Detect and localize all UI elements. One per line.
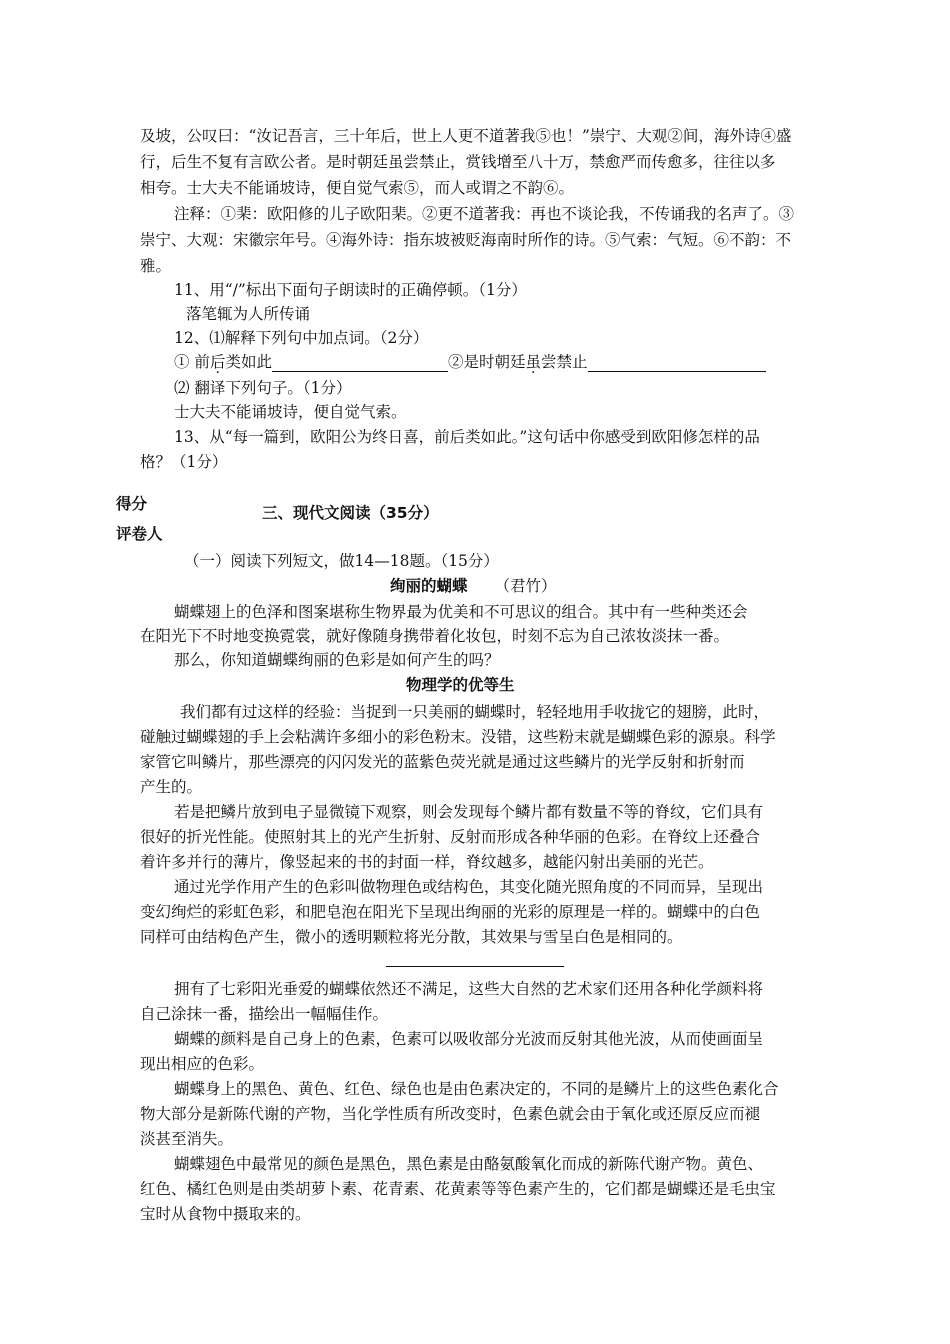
- paragraph-line: 家管它叫鳞片，那些漂亮的闪闪发光的蓝紫色荧光就是通过这些鳞片的光学反射和折射而: [140, 753, 745, 771]
- paragraph-line: 在阳光下不时地变换霓裳，就好像随身携带着化妆包，时刻不忘为自己浓妆淡抹一番。: [140, 627, 730, 645]
- paragraph-line: 很好的折光性能。使照射其上的光产生折射、反射而形成各种华丽的色彩。在脊纹上还叠合: [140, 828, 761, 846]
- subheading-answer-blank[interactable]: [386, 966, 564, 967]
- question-13: 13、从“每一篇到，欧阳公为终日喜，前后类如此。”这句话中你感受到欧阳修怎样的品: [174, 428, 760, 446]
- q12-a-before: ① 前: [174, 353, 210, 371]
- article-title-line: [390, 576, 556, 596]
- q12-a-after: 类如此: [225, 353, 272, 371]
- notes-line: 雅。: [140, 257, 172, 275]
- question-12-items: [174, 352, 766, 372]
- paragraph-line: 我们都有过这样的经验：当捉到一只美丽的蝴蝶时，轻轻地用手收拢它的翅膀，此时，: [180, 703, 770, 721]
- question-12-2: ⑵ 翻译下列句子。（1分）: [174, 379, 352, 397]
- paragraph-line: 自己涂抹一番，描绘出一幅幅佳作。: [140, 1005, 389, 1023]
- passage-line: 行，后生不复有言欧公者。是时朝廷虽尝禁止，赏钱增至八十万，禁愈严而传愈多，往往以多: [140, 153, 776, 171]
- q12-b-after: 尝禁止: [541, 353, 588, 371]
- answer-blank[interactable]: [272, 355, 448, 372]
- paragraph-line: 产生的。: [140, 778, 203, 796]
- paragraph-line: 通过光学作用产生的色彩叫做物理色或结构色，其变化随光照角度的不同而异，呈现出: [174, 878, 764, 896]
- paragraph-line: 碰触过蝴蝶翅的手上会粘满许多细小的彩色粉末。没错，这些粉末就是蝴蝶色彩的源泉。科学: [140, 728, 776, 746]
- question-11-sentence: 落笔辄为人所传诵: [186, 305, 311, 323]
- paragraph-line: 红色、橘红色则是由类胡萝卜素、花青素、花黄素等等色素产生的，它们都是蝴蝶还是毛虫宝: [140, 1180, 776, 1198]
- paragraph-line: 蝴蝶的颜料是自己身上的色素，色素可以吸收部分光波而反射其他光波，从而使画面呈: [174, 1030, 764, 1048]
- paragraph-line: 淡甚至消失。: [140, 1130, 234, 1148]
- paragraph-line: 着许多并行的薄片，像竖起来的书的封面一样，脊纹越多，越能闪射出美丽的光芒。: [140, 853, 714, 871]
- answer-blank[interactable]: [588, 355, 766, 372]
- passage-line: 及坡，公叹曰：“汝记吾言，三十年后，世上人更不道著我⑤也！”崇宁、大观②间，海外诗④盛: [140, 127, 792, 145]
- question-12-2-sentence: 士大夫不能诵坡诗，便自觉气索。: [174, 403, 407, 421]
- article-title: 绚丽的蝴蝶: [390, 577, 468, 595]
- paragraph-line: 那么，你知道蝴蝶绚丽的色彩是如何产生的吗？: [174, 651, 500, 669]
- sub-title: 物理学的优等生: [406, 676, 515, 694]
- paragraph-line: 同样可由结构色产生，微小的透明颗粒将光分散，其效果与雪呈白色是相同的。: [140, 928, 683, 946]
- paragraph-line: 变幻绚烂的彩虹色彩，和肥皂泡在阳光下呈现出绚丽的光彩的原理是一样的。蝴蝶中的白色: [140, 903, 761, 921]
- paragraph-line: 蝴蝶身上的黑色、黄色、红色、绿色也是由色素决定的，不同的是鳞片上的这些色素化合: [174, 1080, 779, 1098]
- paragraph-line: 宝时从食物中摄取来的。: [140, 1205, 311, 1223]
- q12-a-dotted-char: 后: [209, 353, 226, 371]
- notes-line: 崇宁、大观：宋徽宗年号。④海外诗：指东坡被贬海南时所作的诗。⑤气索：气短。⑥不韵：不: [140, 231, 792, 249]
- passage-line: 相夸。士大夫不能诵坡诗，便自觉气索⑤，而人或谓之不韵⑥。: [140, 179, 575, 197]
- paragraph-line: 物大部分是新陈代谢的产物，当化学性质有所改变时，色素色就会由于氧化或还原反应而褪: [140, 1105, 761, 1123]
- question-12: 12、⑴解释下列句中加点词。（2分）: [174, 329, 429, 347]
- section-title: 三、现代文阅读（35分）: [262, 504, 439, 522]
- question-13: 格？（1分）: [140, 453, 228, 471]
- paragraph-line: 蝴蝶翅上的色泽和图案堪称生物界最为优美和不可思议的组合。其中有一些种类还会: [174, 603, 748, 621]
- paragraph-line: 蝴蝶翅色中最常见的颜色是黑色，黑色素是由酪氨酸氧化而成的新陈代谢产物。黄色、: [174, 1155, 764, 1173]
- score-label: 得分: [116, 495, 148, 513]
- paragraph-line: 现出相应的色彩。: [140, 1055, 265, 1073]
- article-author: （君竹）: [494, 577, 557, 595]
- q12-b-before: ②是时朝廷: [447, 353, 526, 371]
- q12-b-dotted-char: 虽: [525, 353, 541, 371]
- sub-heading: （一）阅读下列短文，做14—18题。（15分）: [184, 552, 499, 570]
- paragraph-line: 拥有了七彩阳光垂爱的蝴蝶依然还不满足，这些大自然的艺术家们还用各种化学颜料将: [174, 980, 764, 998]
- notes-line: 注释：①棐：欧阳修的儿子欧阳棐。②更不道著我：再也不谈论我，不传诵我的名声了。③: [174, 205, 795, 223]
- paragraph-line: 若是把鳞片放到电子显微镜下观察，则会发现每个鳞片都有数量不等的脊纹，它们具有: [174, 803, 764, 821]
- grader-label: 评卷人: [116, 525, 163, 543]
- question-11: 11、用“/”标出下面句子朗读时的正确停顿。（1分）: [174, 281, 527, 299]
